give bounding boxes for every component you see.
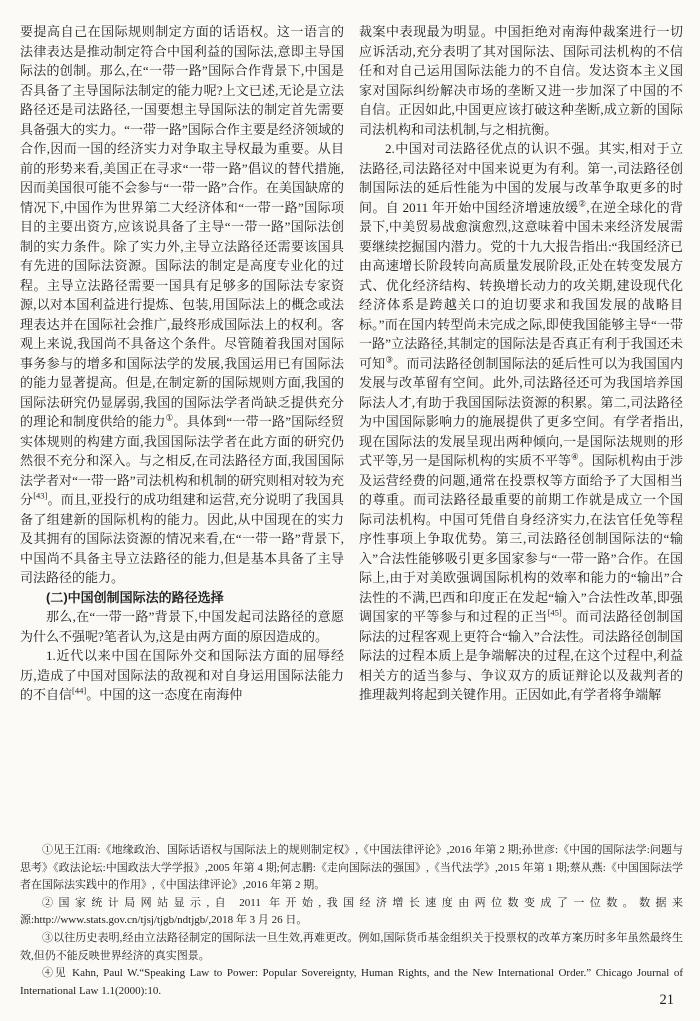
section-heading: (二)中国创制国际法的路径选择 <box>46 589 224 605</box>
footnotes-section <box>20 842 683 1000</box>
footnote-ref: ④ <box>571 451 579 462</box>
footnote-ref: [45] <box>547 607 562 618</box>
paragraph: 1.近代以来中国在国际外交和国际法方面的屈辱经历,造成了中国对国际法的敌视和对自身运用国际法能力的不自信[44]。中国的这一态度在南海仲 <box>20 648 344 702</box>
footnote: ②国家统计局网站显示,自 2011 年开始,我国经济增长速度由两位数变成了一位数。数据来源:http://www.stats.gov.cn/tjsj/tjgb/ndtjgb/,2018 年 3 月 26 日。 <box>20 896 683 927</box>
footnote-ref: ③ <box>385 354 394 365</box>
left-column <box>20 22 344 834</box>
footnote-ref: [44] <box>72 685 87 696</box>
footnote: ④见 Kahn, Paul W.“Speaking Law to Power: Popular Sovereignty, Human Rights, and the New International Order.” Chicago Journal of International Law 1.1(2000):10. <box>20 967 683 997</box>
footnote: ①见王江雨:《地缘政治、国际话语权与国际法上的规则制定权》,《中国法律评论》,2016 年第 2 期;孙世彦:《中国的国际法学:问题与思考》《政法论坛:中国政法大学学报》,2005 年第 4 期;何志鹏:《走向国际法的强国》,《当代法学》,2015 年第 1 期;蔡从燕:《中国国际法学者在国际法实践中的作用》,《中国法律评论》,2016 年第 2 期。 <box>20 844 683 892</box>
footnote: ③以往历史表明,经由立法路径制定的国际法一旦生效,再难更改。例如,国际货币基金组织关于投票权的改革方案历时多年虽然最终生效,但仍不能反映世界经济的真实图景。 <box>20 931 683 962</box>
paragraph: 裁案中表现最为明显。中国拒绝对南海仲裁案进行一切应诉活动,充分表明了其对国际法、国际司法机构的不信任和对自己运用国际法能力的不自信。发达资本主义国家对国际纠纷解决市场的垄断又进一步加深了中国的不自信。正因如此,中国更应该打破这种垄断,成立新的国际司法机构和司法机制,与之相抗衡。 <box>359 24 683 137</box>
page-number: 21 <box>659 992 674 1008</box>
footnote-ref: [43] <box>33 490 48 501</box>
paragraph: 那么,在“一带一路”背景下,中国发起司法路径的意愿为什么不强呢?笔者认为,这是由两方面的原因造成的。 <box>20 609 344 644</box>
footnote-ref: ① <box>165 412 174 423</box>
paragraph: 2.中国对司法路径优点的认识不强。其实,相对于立法路径,司法路径对中国来说更为有利。第一,司法路径创制国际法的延后性能为中国的发展与改革争取更多的时间。自 2011 年开始中国经济增速放缓②,在逆全球化的背景下,中美贸易战愈演愈烈,这意味着中国未来经济发展需要继续挖掘国内潜力。党的十九大报告指出:“我国经济已由高速增长阶段转向高质量发展阶段,正处在转变发展方式、优化经济结构、转换增长动力的攻关期,建设现代化经济体系是跨越关口的迫切要求和我国发展的战略目标。”而在国内转型尚未完成之际,即使我国能够主导“一带一路”立法路径,其制定的国际法是否真正有利于我国还未可知③。而司法路径创制国际法的延后性可以为我国国内发展与改革留有空间。此外,司法路径还可为我国培养国际法人才,有助于我国国际法资源的积累。第二,司法路径为中国国际影响力的施展提供了更多空间。有学者指出,现在国际法的发展呈现出两种倾向,一是国际法规则的形式平等,另一是国际机构的实质不平等④。国际机构由于涉及运营经费的问题,通常在投票权等方面给予了大国相当的尊重。而司法路径最重要的前期工作就是成立一个国际司法机构。中国可凭借自身经济实力,在法官任免等程序性事项上争取优势。第三,司法路径创制国际法的“输入”合法性能够吸引更多国家参与“一带一路”合作。在国际上,由于对美欧强调国际机构的效率和能力的“输出”合法性的不满,巴西和印度正在发起“输入”合法性改革,即强调国家的平等参与和过程的正当[45]。而司法路径创制国际法的过程客观上更符合“输入”合法性。司法路径创制国际法的过程本质上是争端解决的过程,在这个过程中,利益相关方的适当参与、争议双方的质证辩论以及裁判者的推理裁判将起到关键作用。正因如此,有学者将争端解 <box>359 141 683 702</box>
footnote-ref: ② <box>578 198 587 209</box>
right-column <box>359 22 683 834</box>
paragraph: 要提高自己在国际规则制定方面的话语权。这一语言的法律表达是推动制定符合中国利益的国际法,意即主导国际法的创制。那么,在“一带一路”国际合作背景下,中国是否具备了主导国际法制定的能力呢?上文已述,无论是立法路径还是司法路径,一国要想主导国际法的制定首先需要具备强大的实力。“一带一路”国际合作主要是经济领域的合作,因而一国的经济实力对争取主导权最为重要。从目前的形势来看,美国正在寻求“一带一路”倡议的替代措施,因而美国很可能不会参与“一带一路”合作。在美国缺席的情况下,中国作为世界第二大经济体和“一带一路”国际项目的主要出资方,应该说具备了主导“一带一路”国际法创制的实力条件。除了实力外,主导立法路径还需要该国具有先进的国际法资源。国际法的制定是高度专业化的过程。主导立法路径需要一国具有足够多的国际法专家资源,以对本国利益进行提炼、包装,用国际法上的概念或法理表达并在国际社会推广,最终形成国际法上的权利。客观上来说,我国尚不具备这个条件。尽管随着我国对国际事务参与的增多和国际法学的发展,我国运用已有国际法的能力显著提高。但是,在制定新的国际规则方面,我国的国际法研究仍显孱弱,我国的国际法学者尚缺乏提供充分的理论和制度供给的能力①。具体到“一带一路”国际经贸实体规则的构建方面,我国国际法学者在此方面的研究仍然很不充分和深入。与之相反,在司法路径方面,我国国际法学者对“一带一路”司法机构和机制的研究则相对较为充分[43]。而且,亚投行的成功组建和运营,充分说明了我国具备了组建新的国际机构的能力。因此,从中国现在的实力及其拥有的国际法资源的情况来看,在“一带一路”背景下,中国尚不具备主导立法路径的能力,但是基本具备了主导司法路径的能力。 <box>20 24 344 585</box>
text-columns <box>20 22 683 834</box>
